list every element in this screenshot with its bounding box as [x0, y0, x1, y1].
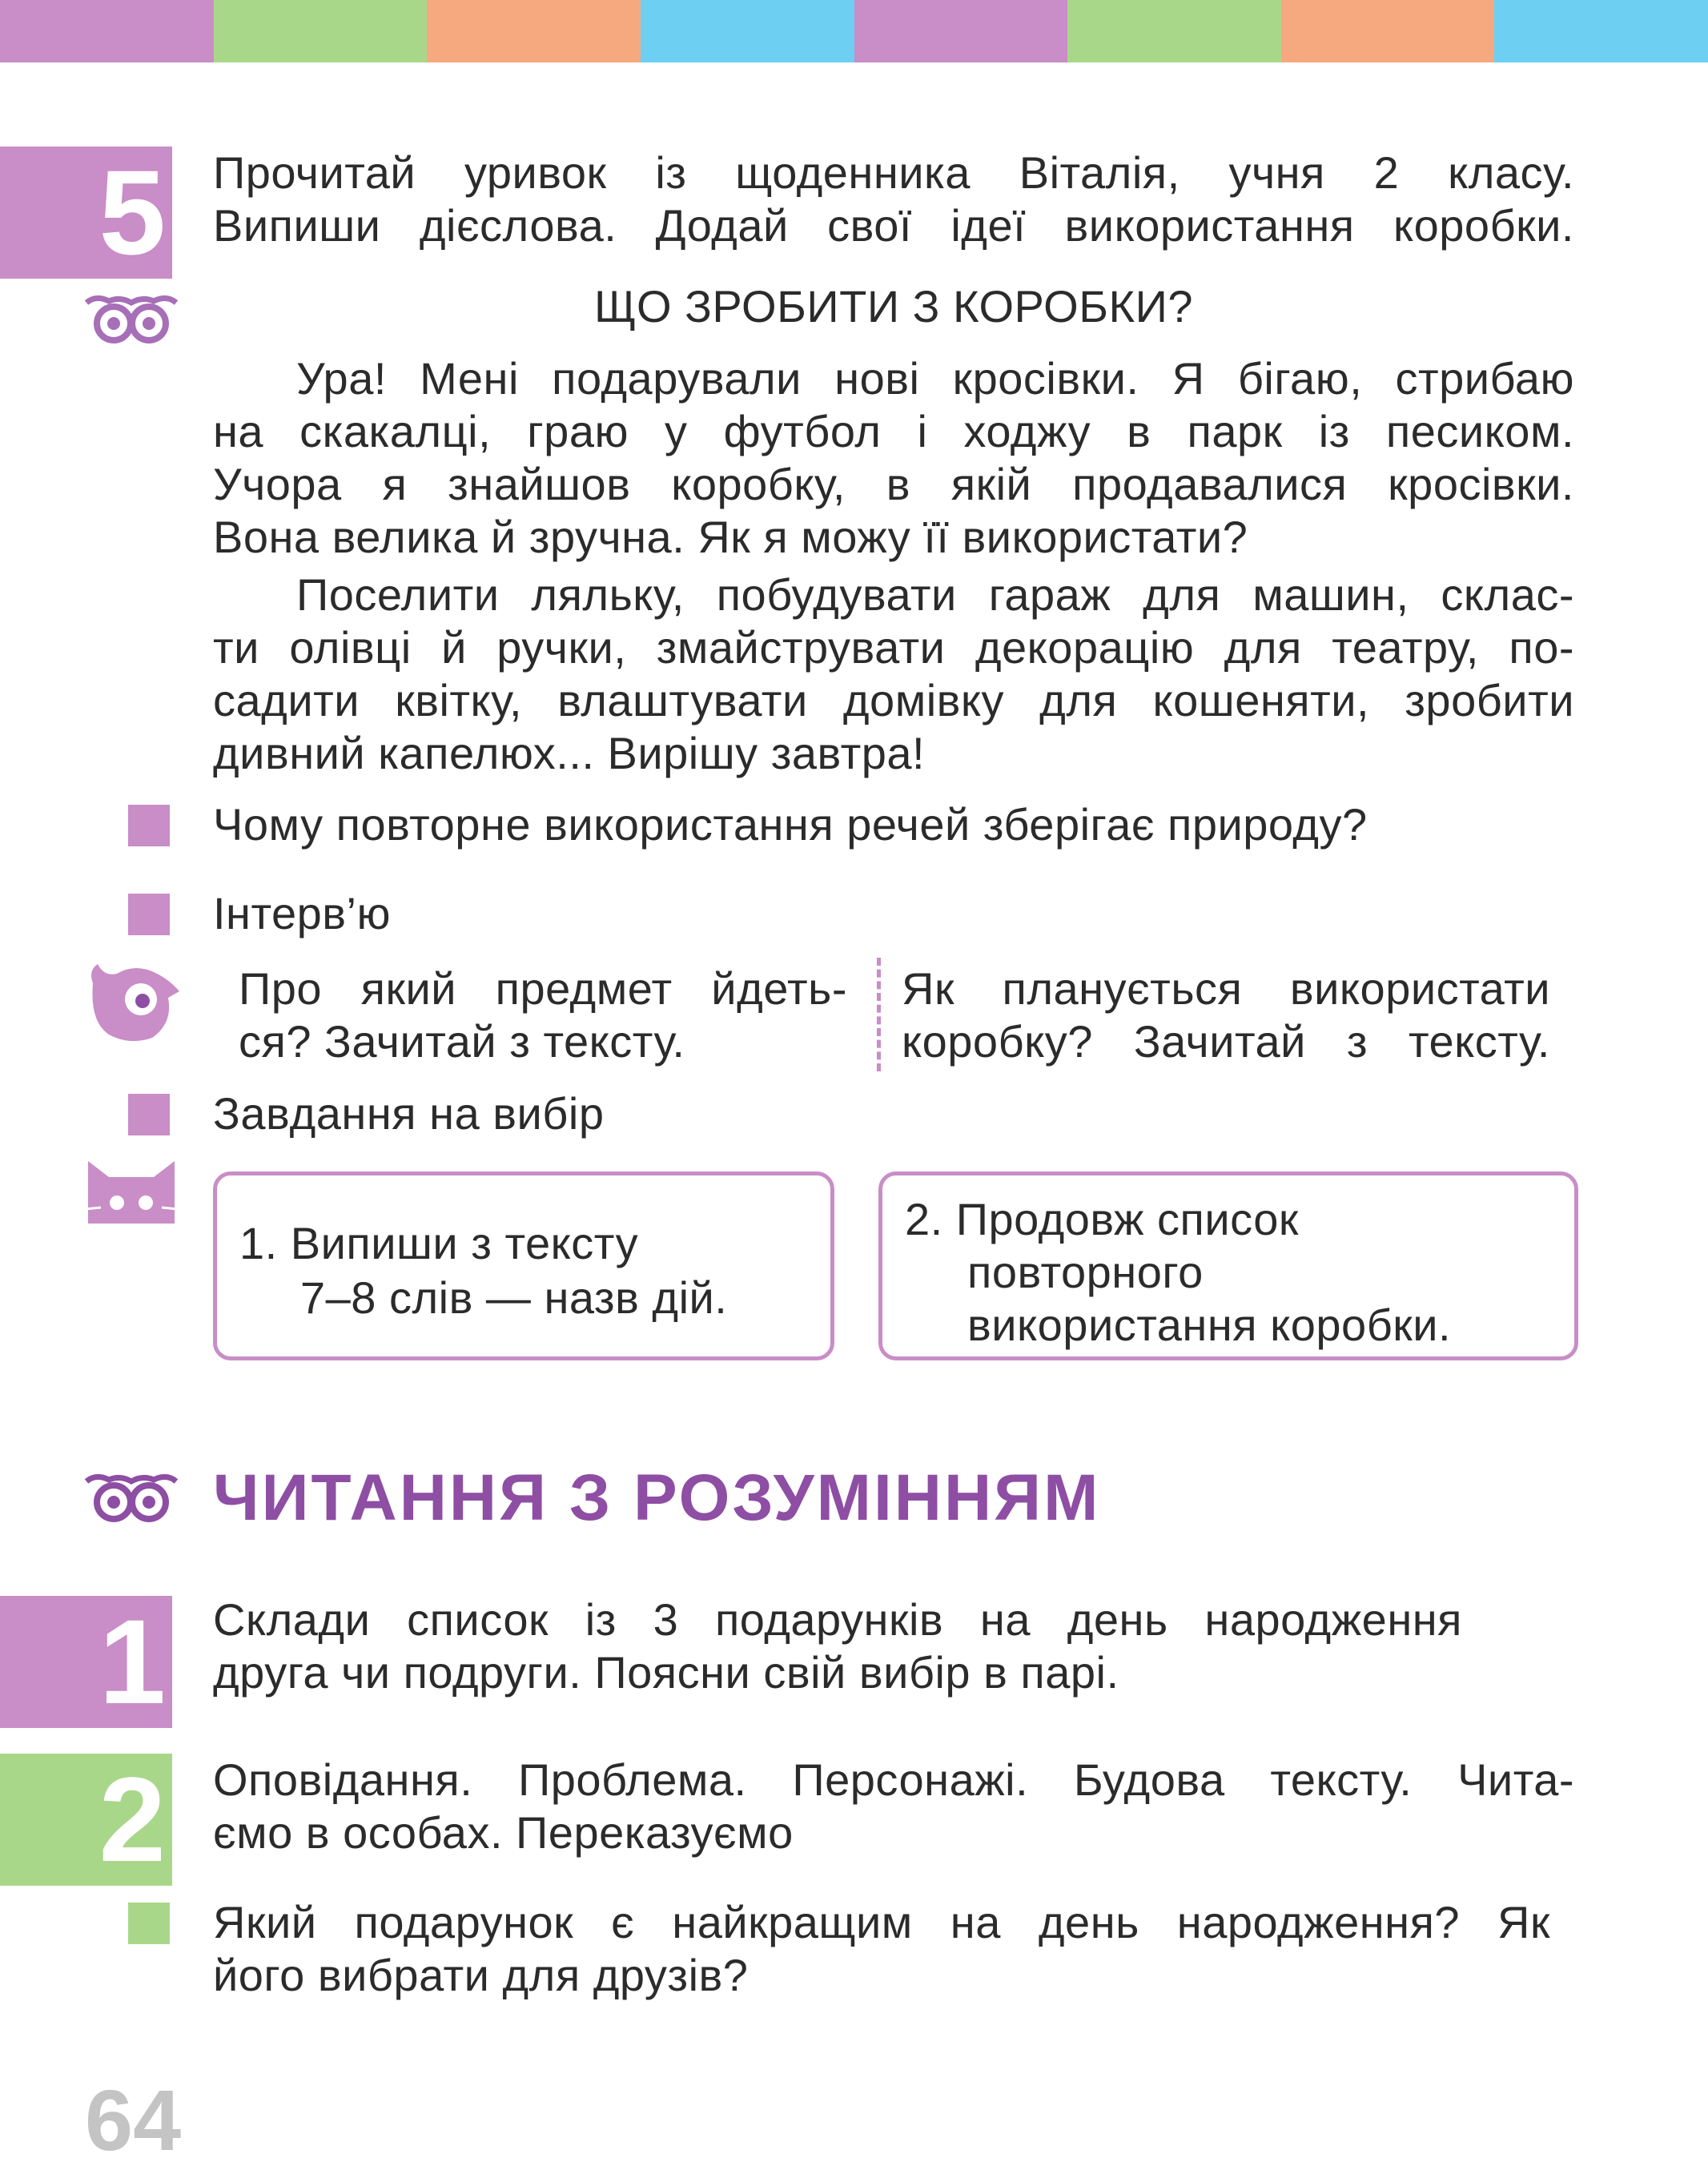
story-line: садити квітку, влаштувати домівку для кошеняти, зробити	[213, 675, 1574, 725]
story-title: ЩО ЗРОБИТИ З КОРОБКИ?	[593, 281, 1193, 332]
top-strip-segment	[641, 0, 854, 62]
top-strip-segment	[1494, 0, 1708, 62]
interview-line: Як планується використати	[902, 963, 1550, 1014]
exercise2-line: Оповідання. Проблема. Персонажі. Будова тексту. Чита-	[213, 1754, 1574, 1805]
interview-line: ся? Зачитай з тексту.	[239, 1016, 685, 1067]
interview-line: коробку? Зачитай з тексту.	[902, 1016, 1550, 1067]
bullet-square	[128, 1094, 170, 1135]
exercise2-question-line: його вибрати для друзів?	[213, 1950, 749, 2000]
top-strip-segment	[0, 0, 214, 62]
bullet-square	[128, 805, 170, 846]
top-strip-segment	[427, 0, 641, 62]
exercise1-text	[213, 1593, 1462, 1699]
top-strip-segment	[854, 0, 1068, 62]
choice-line: 7–8 слів — назв дій.	[300, 1272, 728, 1323]
exercise-number-5: 5	[0, 147, 172, 279]
exercise-number-2: 2	[0, 1754, 172, 1886]
interview-label: Інтерв’ю	[213, 888, 391, 938]
section-title: ЧИТАННЯ З РОЗУМІННЯМ	[213, 1461, 1101, 1534]
interview-question-left	[239, 962, 847, 1068]
bullet-square	[128, 1903, 170, 1944]
owl-eyes-icon	[82, 1473, 181, 1523]
story-paragraph-1	[213, 352, 1574, 564]
exercise5-instruction-line2: Випиши дієслова. Додай свої ідеї використання коробки.	[213, 200, 1574, 251]
top-strip-segment	[1281, 0, 1495, 62]
choice-line: використання коробки.	[967, 1300, 1452, 1350]
story-line: Поселити ляльку, побудувати гараж для машин, склас-	[296, 569, 1574, 620]
bird-icon	[85, 959, 184, 1044]
choice-line: повторного	[967, 1247, 1204, 1297]
exercise2-question	[213, 1896, 1550, 2002]
choice-task-1	[213, 1171, 834, 1360]
story-paragraph-2	[213, 569, 1574, 780]
story-line: Ура! Мені подарували нові кросівки. Я бігаю, стрибаю	[296, 353, 1574, 404]
top-strip-segment	[214, 0, 428, 62]
exercise-number-1: 1	[0, 1596, 172, 1728]
question-nature: Чому повторне використання речей зберігає природу?	[213, 799, 1368, 850]
story-line: ти олівці й ручки, змайструвати декорацію для театру, по-	[213, 622, 1574, 673]
top-strip-segment	[1067, 0, 1281, 62]
exercise2-text	[213, 1754, 1574, 1859]
choice-line: 1. Випиши з тексту	[239, 1218, 639, 1268]
interview-divider	[877, 958, 881, 1071]
story-line: дивний капелюх... Вирішу завтра!	[213, 728, 926, 778]
exercise5-instruction-line1: Прочитай уривок із щоденника Віталія, учня 2 класу.	[213, 147, 1574, 198]
choice-task-2	[878, 1171, 1578, 1360]
top-color-strip	[0, 0, 1708, 62]
interview-line: Про який предмет йдеть-	[239, 963, 847, 1014]
cat-icon	[85, 1159, 178, 1224]
bullet-square	[128, 894, 170, 935]
page-number: 64	[85, 2072, 182, 2168]
story-line: Учора я знайшов коробку, в якій продавалися кросівки.	[213, 459, 1574, 509]
choice-line: 2. Продовж список	[905, 1194, 1299, 1244]
exercise1-line: друга чи подруги. Поясни свій вибір в парі.	[213, 1647, 1119, 1698]
exercise1-line: Склади список із 3 подарунків на день народження	[213, 1594, 1462, 1645]
story-line: Вона велика й зручна. Як я можу її використати?	[213, 512, 1248, 562]
interview-question-right	[902, 962, 1550, 1068]
exercise2-question-line: Який подарунок є найкращим на день народження? Як	[213, 1897, 1550, 1947]
exercise2-line: ємо в особах. Переказуємо	[213, 1807, 794, 1858]
choice-task-label: Завдання на вибір	[213, 1088, 605, 1139]
story-line: на скакалці, граю у футбол і ходжу в парк із песиком.	[213, 406, 1574, 456]
owl-eyes-icon	[82, 295, 181, 344]
